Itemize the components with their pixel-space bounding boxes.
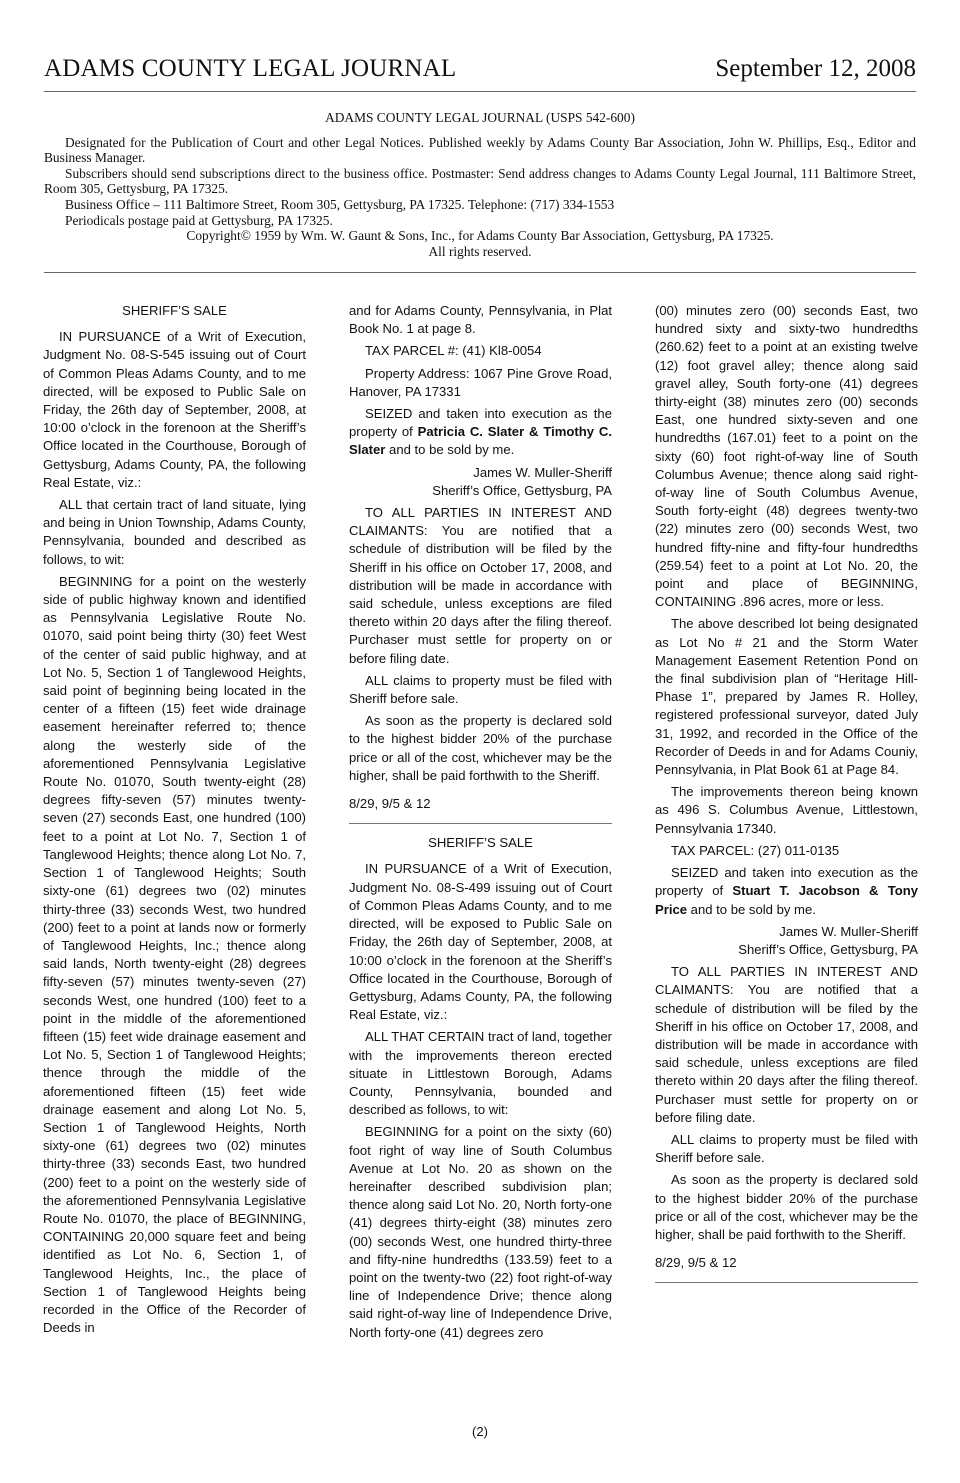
notice-legal-description-continued: (00) minutes zero (00) seconds East, two hundred sixty and sixty-two hundredths (260.62) feet to a point at an existing twelve (12) foot gravel alley; thence along said gravel alley, South forty-one (41) degrees thirty-eight (38) minutes zero (00) seconds East, one hundred sixty-seven and one hundredths (167.01) feet to a point on the sixty (60) foot right-of-way line of South Columbus Avenue; thence along said right-of-way line of South Columbus Avenue, South forty-eight (48) degrees twenty-two (22) minutes zero (00) seconds West, two hundred fifty-nine and fifty-four hundredths (259.54) feet to a point at Lot No. 20, the point and place of BEGINNING, CONTAINING .896 acres, more or less.: [655, 303, 918, 610]
issue-date: September 12, 2008: [715, 55, 916, 82]
notice-declared: As soon as the property is declared sold to the highest bidder 20% of the purchase price or all of the cost, whichever may be the higher, shall be paid forthwith to the Sheriff.: [349, 713, 612, 783]
masthead-periodicals: Periodicals postage paid at Gettysburg, PA 17325.: [65, 212, 333, 228]
notice-parties: TO ALL PARTIES IN INTEREST AND CLAIMANTS: You are notified that a schedule of distribution will be filed by the Sheriff in his office on October 17, 2008, and distribution will be made in accordance with said schedule, unless exceptions are filed thereto within 20 days after the filing thereof. Purchaser must settle for property on or before filing date.: [655, 964, 918, 1125]
masthead-designation: Designated for the Publication of Court and other Legal Notices. Published weekly by Adams County Bar Association, John W. Phillips, Esq., Editor and Business Manager.: [44, 134, 916, 166]
column-3: [655, 302, 918, 1293]
sheriff-office: Sheriff’s Office, Gettysburg, PA: [432, 482, 612, 498]
notice-dates: 8/29, 9/5 & 12: [655, 1255, 737, 1271]
notice-seized: SEIZED and taken into execution as the property of Patricia C. Slater & Timothy C. Slater and to be sold by me.: [349, 406, 612, 458]
property-owners: Patricia C. Slater & Timothy C. Slater: [349, 424, 612, 458]
sheriff-name: James W. Muller-Sheriff: [473, 464, 612, 480]
masthead-copyright: Copyright© 1959 by Wm. W. Gaunt & Sons, Inc., for Adams County Bar Association, Gettysburg, PA 17325.: [186, 228, 774, 244]
notice-claims: ALL claims to property must be filed with Sheriff before sale.: [349, 672, 612, 707]
property-owners: Stuart T. Jacobson & Tony Price: [655, 883, 918, 917]
sheriff-office: Sheriff’s Office, Gettysburg, PA: [738, 941, 918, 957]
notice-lot-designation: The above described lot being designated as Lot No # 21 and the Storm Water Management Easement Retention Pond on the final subdivision plan of “Heritage Hill-Phase 1”, prepared by James R. Holley, registered professional surveyor, dated July 31, 1992, and recorded in the Office of the Recorder of Deeds in and for Adams Couniy, Pennsylvania, in Plat Book 61 at Page 84.: [655, 616, 918, 778]
masthead-divider: [44, 272, 916, 273]
notice-claims: ALL claims to property must be filed with Sheriff before sale.: [655, 1131, 918, 1166]
notice-legal-description: BEGINNING for a point on the sixty (60) foot right of way line of South Columbus Avenue at Lot No. 20 as shown on the hereinafter described subdivision plan; thence along said Lot No. 20, North forty-one (41) degrees thirty-eight (38) minutes zero (00) seconds West, one hundred thirty-three and fifty-nine hundredths (133.59) feet to a point on the twenty-two (22) foot right-of-way line of Independence Drive; thence along said right-of-way line of Independence Drive, North forty-one (41) degrees zero: [349, 1124, 612, 1340]
running-header: [44, 55, 916, 92]
notice-pursuance: IN PURSUANCE of a Writ of Execution, Judgment No. 08-S-499 issuing out of Court of Common Pleas Adams County, and to me directed, will be exposed to Public Sale on Friday, the 26th day of September, 2008, at 10:00 o’clock in the forenoon at the Sheriff’s Office located in the Courthouse, Borough of Gettysburg, Adams County, PA, the following Real Estate, viz.:: [349, 861, 612, 1023]
notice-pursuance: IN PURSUANCE of a Writ of Execution, Judgment No. 08-S-545 issuing out of Court of Common Pleas Adams County, and to me directed, will be exposed to Public Sale on Friday, the 26th day of September, 2008, at 10:00 o’clock in the forenoon at the Sheriff’s Office located in the Courthouse, Borough of Gettysburg, Adams County, PA, the following Real Estate, viz.:: [43, 329, 306, 490]
notice-tract: ALL THAT CERTAIN tract of land, together with the improvements thereon erected situate in Littlestown Borough, Adams County, Pennsylvania, bounded and described as follows, to wit:: [349, 1029, 612, 1118]
masthead-title: ADAMS COUNTY LEGAL JOURNAL (USPS 542-600): [325, 110, 635, 125]
masthead: [44, 110, 916, 259]
notice-legal-description-continued: and for Adams County, Pennsylvania, in Plat Book No. 1 at page 8.: [349, 303, 612, 337]
sheriff-name: James W. Muller-Sheriff: [779, 923, 918, 939]
notice-improvements: The improvements thereon being known as 496 S. Columbus Avenue, Littlestown, Pennsylvania 17340.: [655, 784, 918, 836]
notice-declared: As soon as the property is declared sold to the highest bidder 20% of the purchase price or all of the cost, whichever may be the higher, shall be paid forthwith to the Sheriff.: [655, 1172, 918, 1242]
notice-parties: TO ALL PARTIES IN INTEREST AND CLAIMANTS: You are notified that a schedule of distribution will be filed by the Sheriff in his office on October 17, 2008, and distribution will be made in accordance with said schedule, unless exceptions are filed thereto within 20 days after the filing thereof. Purchaser must settle for property on or before filing date.: [349, 505, 612, 666]
journal-name: ADAMS COUNTY LEGAL JOURNAL: [44, 55, 457, 82]
notice-legal-description: BEGINNING for a point on the westerly side of public highway known and identified as Pennsylvania Legislative Route No. 01070, said point being thirty (30) feet West of the center of said public highway, and at Lot No. 5, Section 1 of Tanglewood Heights, said point of beginning being located in the center of a fifteen (15) feet wide drainage easement hereinafter referred to; thence along the westerly side of the aforementioned Pennsylvania Legislative Route No. 01070, South twenty-eight (28) degrees fifty-seven (57) minutes twenty-seven (27) seconds East, one hundred (100) feet to a point at Lot No. 7, Section 1 of Tanglewood Heights; thence along Lot No. 7, Section 1 of Tanglewood Heights; South sixty-one (61) degrees two (02) minutes thirty-three (33) seconds West, two hundred (200) feet to a point at lands now or formerly of Tanglewood Heights, Inc.; thence along said lands, North twenty-eight (28) degrees fifty-seven (57) minutes twenty-seven (27) seconds West, one hundred (100) feet to a point in the middle of the aforementioned fifteen (15) feet wide drainage easement and Lot No. 5, Section 1 of Tanglewood Heights; thence through the middle of the aforementioned fifteen (15) feet wide drainage easement and along Lot No. 5, Section 1 of Tanglewood Heights, North sixty-one (61) degrees two (02) minutes thirty-three (33) seconds East, two hundred (200) feet to a point on the westerly side of the aforementioned Pennsylvania Legislative Route No. 01070, the place of BEGINNING, CONTAINING 20,000 square feet and being identified as Lot No. 6, Section 1, of Tanglewood Heights, Inc., the place of Section 1 of Tanglewood Heights being recorded in the Office of the Recorder of Deeds in: [43, 573, 306, 1336]
masthead-business-office: Business Office – 111 Baltimore Street, Room 305, Gettysburg, PA 17325. Telephone: (717) 334-1553: [65, 196, 615, 212]
column-2: [349, 302, 612, 1346]
notice-heading: SHERIFF’S SALE: [122, 303, 227, 318]
notice-divider: [349, 823, 612, 824]
notice-tax-parcel: TAX PARCEL #: (41) Kl8-0054: [365, 343, 542, 359]
notice-seized: SEIZED and taken into execution as the property of Stuart T. Jacobson & Tony Price and to be sold by me.: [655, 865, 918, 917]
masthead-rights: All rights reserved.: [428, 243, 532, 259]
notice-dates: 8/29, 9/5 & 12: [349, 796, 431, 812]
notice-tax-parcel: TAX PARCEL: (27) 011-0135: [671, 842, 840, 858]
notice-property-address: Property Address: 1067 Pine Grove Road, Hanover, PA 17331: [349, 365, 612, 399]
column-1: [43, 302, 306, 1341]
notice-tract: ALL that certain tract of land situate, lying and being in Union Township, Adams County, Pennsylvania, bounded and described as follows, to wit:: [43, 497, 306, 567]
page-number: (2): [472, 1424, 488, 1439]
notice-heading: SHERIFF’S SALE: [428, 835, 533, 851]
notice-divider: [655, 1282, 918, 1283]
masthead-subscribers: Subscribers should send subscriptions direct to the business office. Postmaster: Send address changes to Adams County Legal Journal, 111 Baltimore Street, Room 305, Gettysburg, PA 17325.: [44, 165, 916, 197]
